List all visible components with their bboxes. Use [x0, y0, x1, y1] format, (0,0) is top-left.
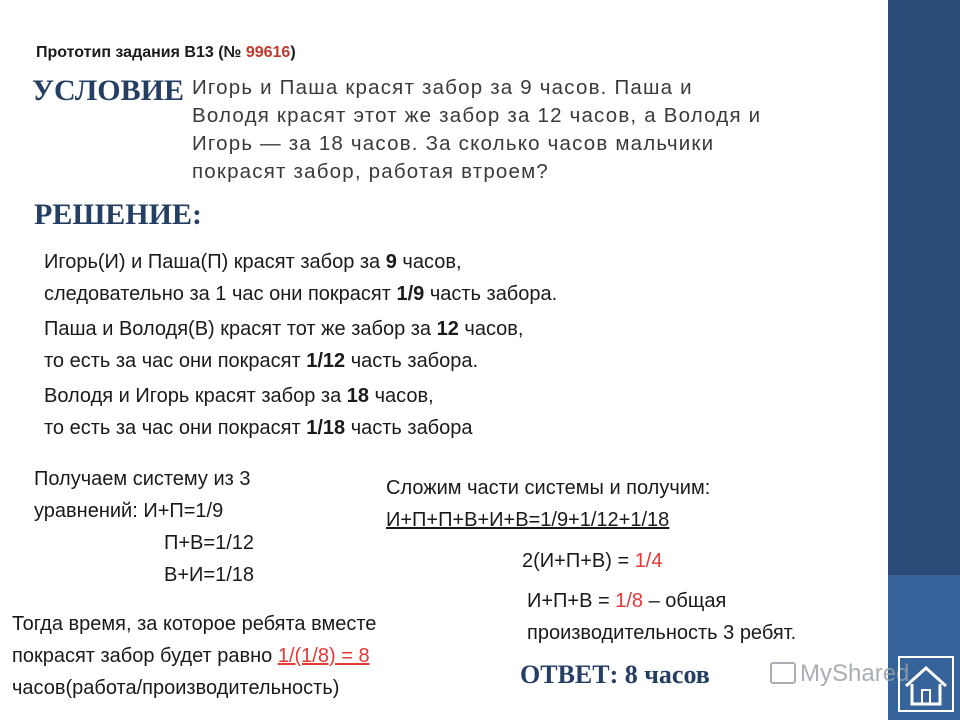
- equation-system: [34, 463, 254, 591]
- time-block: Тогда время, за которое ребята вместе покрасят забор будет равно 1/(1/8) = 8 часов(работа/производительность): [12, 608, 376, 704]
- total-productivity: И+П+В = 1/8 – общая производительность 3 ребят.: [527, 585, 796, 649]
- time-formula: 1/(1/8) = 8: [277, 645, 370, 667]
- prototype-suffix: ): [290, 44, 296, 61]
- condition-line: покрасят забор, работая втроем?: [192, 160, 550, 183]
- system-equation: В+И=1/18: [164, 564, 254, 586]
- solution-heading: РЕШЕНИЕ:: [34, 198, 202, 231]
- sum-line: Сложим части системы и получим:: [386, 477, 711, 499]
- home-icon[interactable]: [898, 656, 954, 712]
- answer: ОТВЕТ: 8 часов: [520, 660, 710, 689]
- system-line: Получаем систему из 3: [34, 468, 251, 490]
- prototype-title: [36, 44, 296, 62]
- time-line: Тогда время, за которое ребята вместе: [12, 613, 377, 635]
- condition-heading: УСЛОВИЕ: [32, 74, 184, 107]
- sum-equation: И+П+П+В+И+В=1/9+1/12+1/18: [386, 509, 670, 531]
- condition-line: Володя красят этот же забор за 12 часов, а Володя и: [192, 104, 762, 127]
- watermark-icon: [770, 662, 796, 684]
- prototype-number: 99616: [245, 44, 291, 61]
- solution-step-1: Игорь(И) и Паша(П) красят забор за 9 часов, следовательно за 1 час они покрасят 1/9 часть забора.: [44, 251, 558, 305]
- sidebar-bar-top: [888, 0, 960, 575]
- time-line: часов(работа/производительность): [12, 677, 340, 699]
- prototype-prefix: Прототип задания В13 (№: [36, 44, 246, 61]
- system-line: уравнений: И+П=1/9: [34, 500, 224, 522]
- condition-text: [192, 74, 882, 186]
- double-sum: 2(И+П+В) = 1/4: [522, 550, 663, 572]
- watermark: MyShared: [770, 660, 909, 688]
- system-equation: П+В=1/12: [164, 532, 254, 554]
- condition-line: Игорь — за 18 часов. За сколько часов мальчики: [192, 132, 715, 155]
- condition-line: Игорь и Паша красят забор за 9 часов. Паша и: [192, 76, 693, 99]
- solution-step-2: Паша и Володя(В) красят тот же забор за 12 часов, то есть за час они покрасят 1/12 часть забора.: [44, 318, 524, 372]
- solution-step-3: Володя и Игорь красят забор за 18 часов, то есть за час они покрасят 1/18 часть забора: [44, 385, 473, 439]
- sum-block: [386, 472, 710, 536]
- total-line: производительность 3 ребят.: [527, 622, 797, 644]
